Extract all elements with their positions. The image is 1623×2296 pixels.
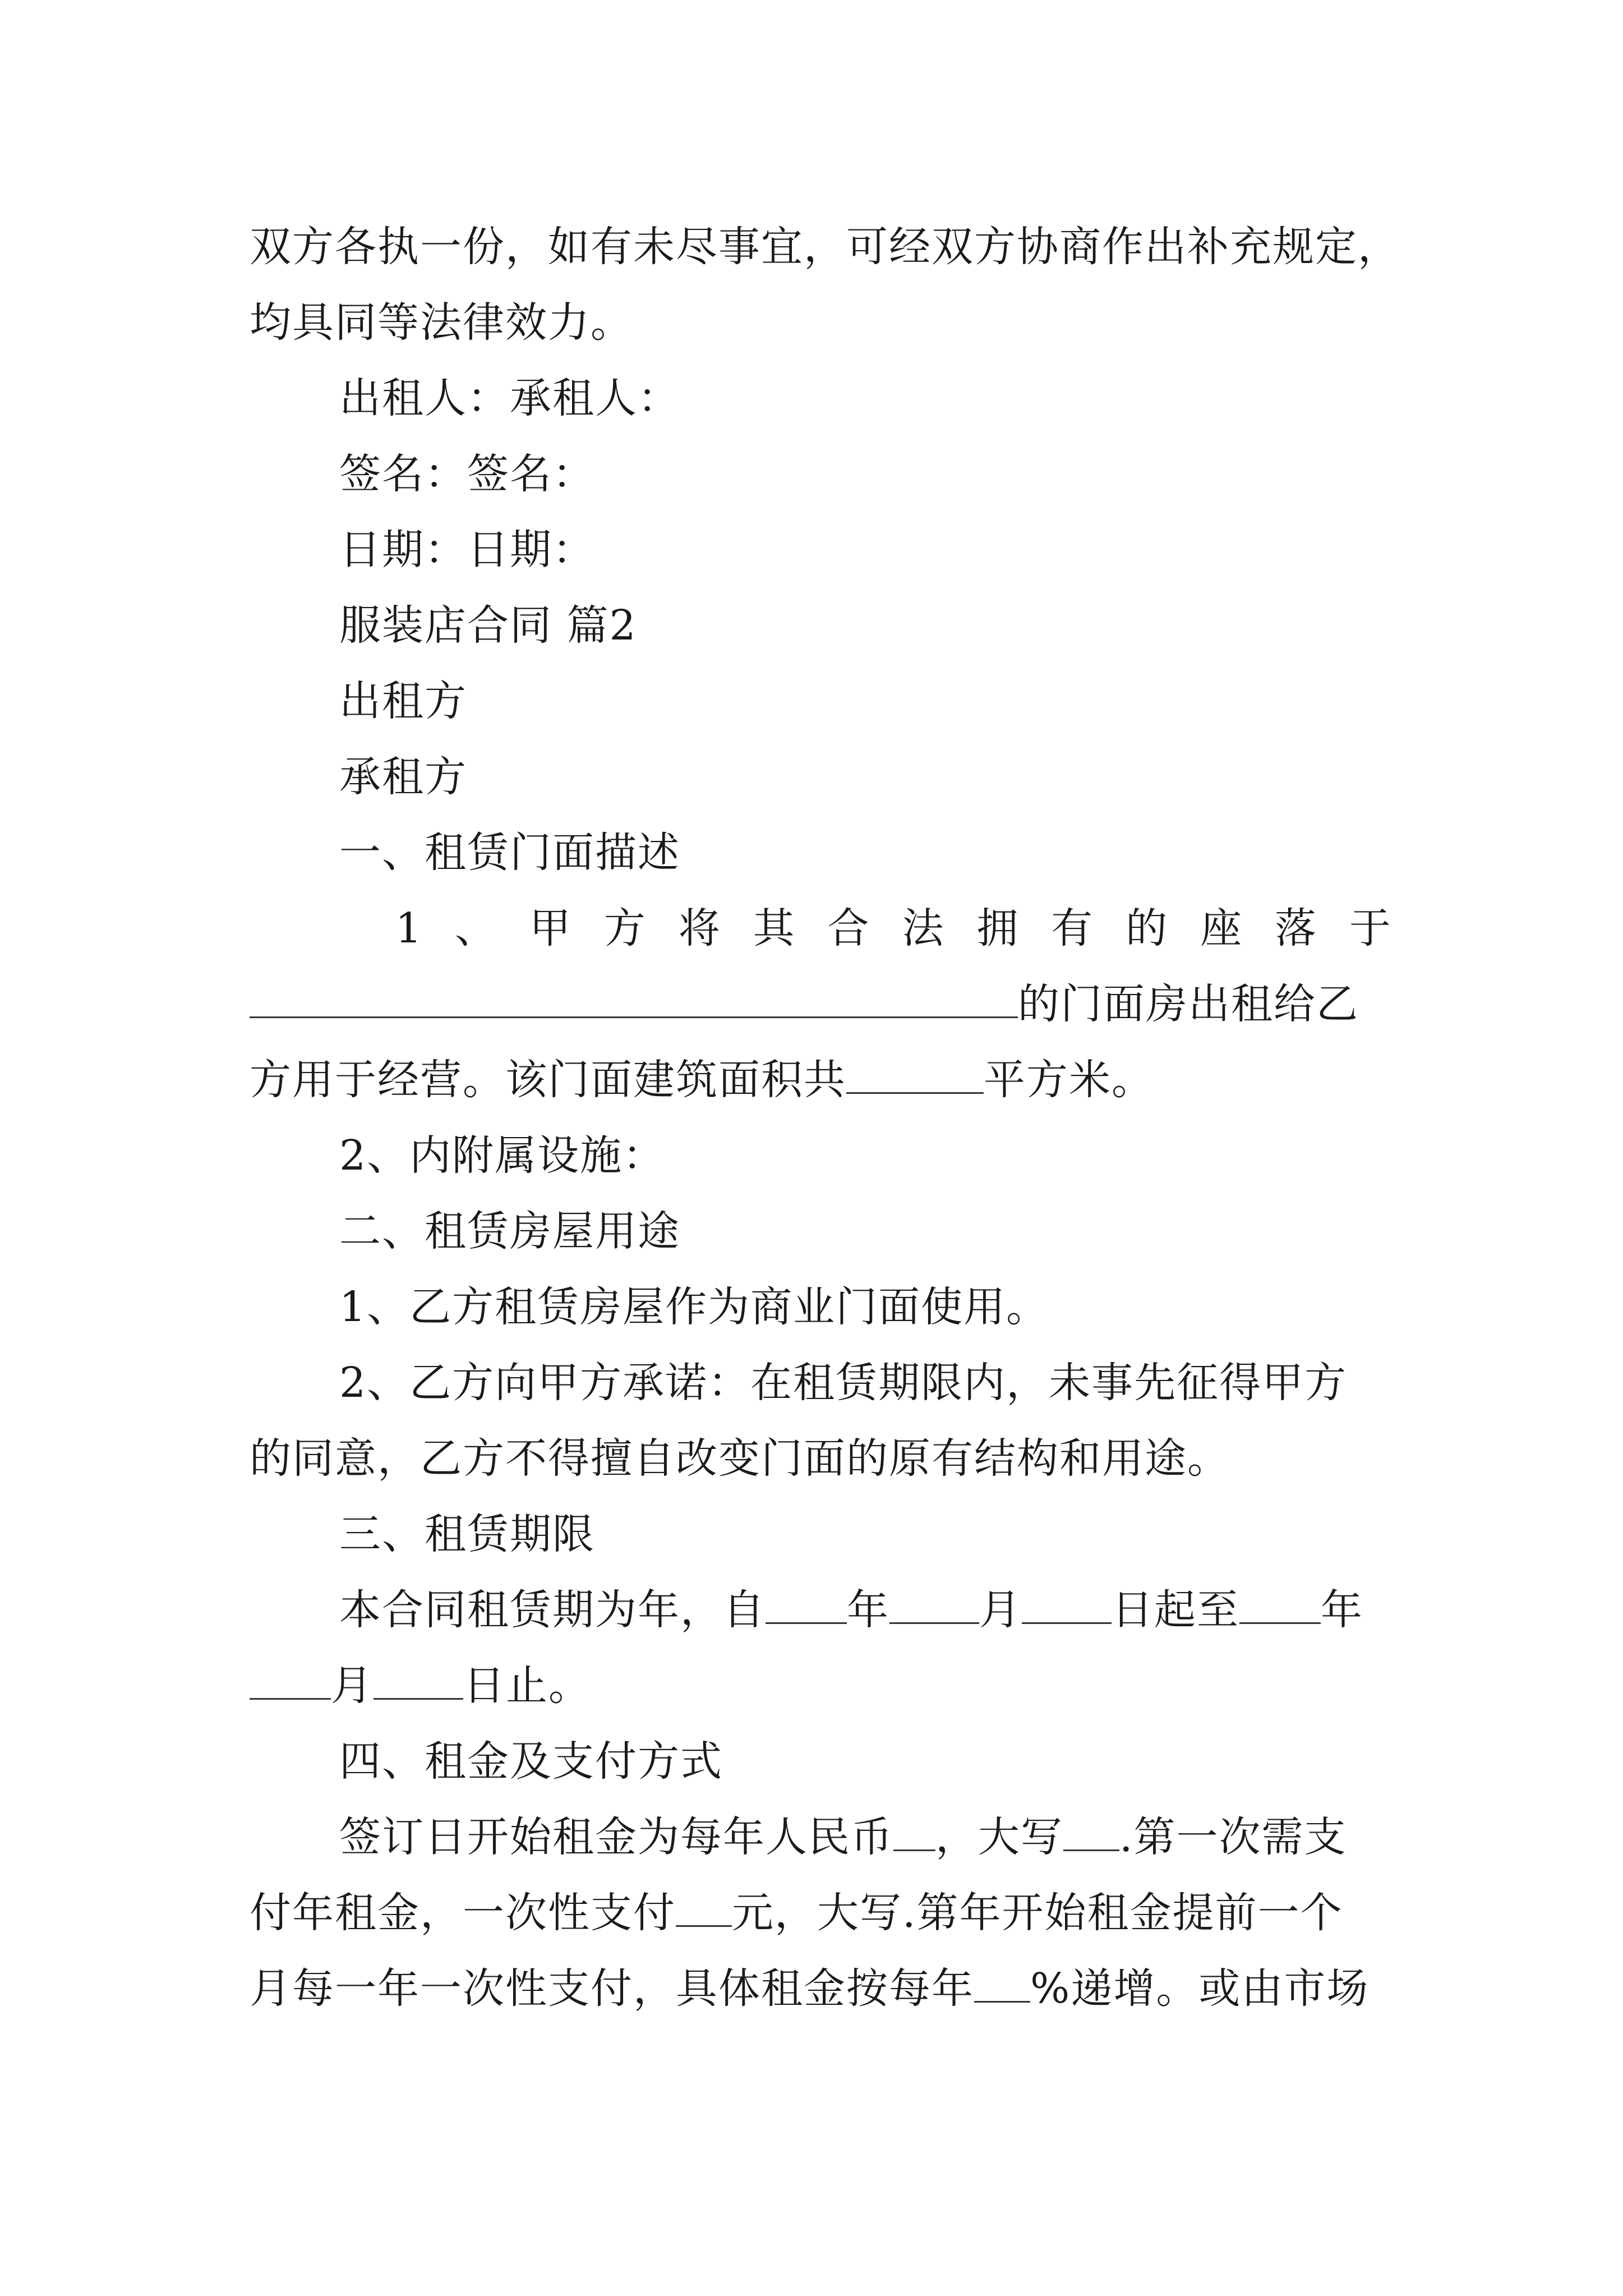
fill-blank bbox=[974, 1962, 1030, 2003]
inline-text: 年 bbox=[1321, 1586, 1363, 1634]
inline-text: 元，大写.第年开始租金提前一个 bbox=[732, 1889, 1343, 1937]
fill-blank bbox=[250, 977, 1018, 1018]
fill-blank bbox=[374, 1659, 463, 1700]
justified-char: 其 bbox=[753, 904, 795, 953]
date-line: 日期：日期： bbox=[339, 526, 595, 574]
fill-blank bbox=[676, 1886, 732, 1927]
fill-blank bbox=[893, 1810, 935, 1851]
clause-item: 2、乙方向甲方承诺：在租赁期限内，未事先征得甲方 bbox=[339, 1359, 1348, 1407]
justified-char: 1 bbox=[395, 904, 422, 953]
inline-text: .第一次需支 bbox=[1119, 1813, 1347, 1861]
inline-text: ，大写 bbox=[935, 1813, 1063, 1861]
fill-blank bbox=[250, 1659, 331, 1700]
justified-char: 座 bbox=[1200, 904, 1242, 953]
justified-char: 于 bbox=[1349, 904, 1391, 953]
inline-text: 付年租金，一次性支付 bbox=[250, 1889, 676, 1937]
justified-char: 有 bbox=[1051, 904, 1093, 953]
inline-text: 月 bbox=[979, 1586, 1022, 1634]
paragraph-line bbox=[250, 1046, 1394, 1114]
fill-blank bbox=[1239, 1583, 1321, 1624]
inline-text: 日止。 bbox=[463, 1662, 591, 1710]
fill-blank bbox=[766, 1583, 847, 1624]
fill-blank bbox=[846, 1053, 984, 1094]
paragraph-line bbox=[339, 1803, 1394, 1871]
inline-text: 日起至 bbox=[1112, 1586, 1239, 1634]
justified-char: 合 bbox=[827, 904, 869, 953]
paragraph-line: 均具同等法律效力。 bbox=[250, 298, 633, 347]
signature-line: 签名：签名： bbox=[339, 450, 595, 498]
paragraph-line bbox=[250, 1955, 1394, 2022]
justified-char: 拥 bbox=[976, 904, 1018, 953]
justified-char: 落 bbox=[1274, 904, 1316, 953]
paragraph-line: 的同意，乙方不得擅自改变门面的原有结构和用途。 bbox=[250, 1434, 1230, 1483]
clause-item: 2、内附属设施： bbox=[339, 1131, 666, 1180]
inline-text: %递增。或由市场 bbox=[1030, 1964, 1370, 2013]
lessee-label: 承租方 bbox=[339, 753, 467, 801]
clause-item: 1、乙方租赁房屋作为商业门面使用。 bbox=[339, 1283, 1049, 1331]
fill-blank bbox=[889, 1583, 979, 1624]
justified-char: 的 bbox=[1126, 904, 1168, 953]
fill-blank bbox=[1063, 1810, 1119, 1851]
inline-text: 月 bbox=[331, 1662, 374, 1710]
justified-char: 方 bbox=[603, 904, 645, 953]
section-title: 服装店合同 篇2 bbox=[339, 601, 637, 650]
clause-heading: 一、租赁门面描述 bbox=[339, 829, 680, 877]
clause-line-justified bbox=[395, 895, 1391, 962]
justified-char: 、 bbox=[455, 904, 496, 953]
clause-heading: 二、租赁房屋用途 bbox=[339, 1207, 680, 1255]
paragraph-line bbox=[250, 1879, 1394, 1947]
fill-blank bbox=[1022, 1583, 1112, 1624]
justified-char: 将 bbox=[678, 904, 720, 953]
inline-text: 的门面房出租给乙 bbox=[1018, 980, 1359, 1028]
inline-text: 月每一年一次性支付，具体租金按每年 bbox=[250, 1964, 974, 2013]
justified-char: 法 bbox=[902, 904, 944, 953]
inline-text: 本合同租赁期为年，自 bbox=[339, 1586, 766, 1634]
signature-parties-line: 出租人：承租人： bbox=[339, 374, 680, 422]
inline-text: 签订日开始租金为每年人民币 bbox=[339, 1813, 893, 1861]
justified-char: 甲 bbox=[529, 904, 571, 953]
lessor-label: 出租方 bbox=[339, 677, 467, 725]
clause-heading: 四、租金及支付方式 bbox=[339, 1737, 723, 1786]
inline-text: 平方米。 bbox=[984, 1056, 1154, 1104]
paragraph-line bbox=[250, 1652, 1394, 1719]
inline-text: 年 bbox=[847, 1586, 889, 1634]
clause-heading: 三、租赁期限 bbox=[339, 1510, 595, 1558]
paragraph-line: 双方各执一份，如有未尽事宜，可经双方协商作出补充规定， bbox=[250, 223, 1400, 271]
paragraph-line bbox=[339, 1576, 1394, 1644]
paragraph-line bbox=[250, 970, 1394, 1038]
inline-text: 方用于经营。该门面建筑面积共 bbox=[250, 1056, 846, 1104]
